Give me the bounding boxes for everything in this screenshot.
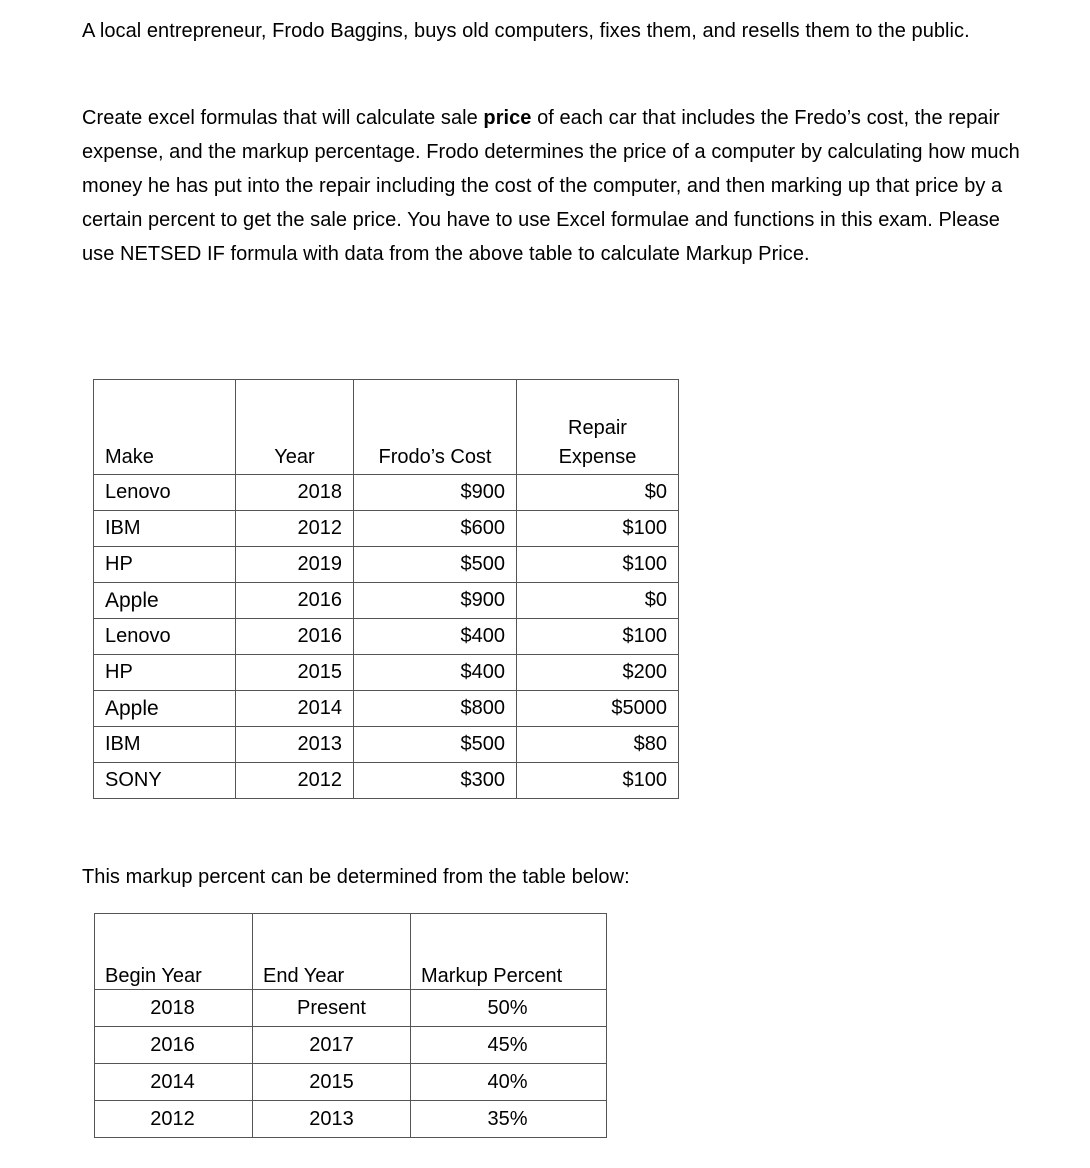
cell-repair: $100: [517, 547, 679, 583]
cell-year: 2014: [236, 691, 354, 727]
cell-year: 2012: [236, 763, 354, 799]
cell-year: 2012: [236, 511, 354, 547]
cell-end-year: 2017: [253, 1027, 411, 1064]
intro-paragraph: A local entrepreneur, Frodo Baggins, buys old computers, fixes them, and resells them to the public.: [82, 20, 970, 42]
cell-cost: $300: [354, 763, 517, 799]
cell-cost: $400: [354, 619, 517, 655]
table-row: [94, 691, 679, 727]
cell-make: HP: [94, 547, 236, 583]
cell-make: IBM: [94, 727, 236, 763]
cell-begin-year: 2012: [95, 1101, 253, 1138]
header-repair-line2: Expense: [558, 446, 637, 468]
cell-year: 2019: [236, 547, 354, 583]
cell-begin-year: 2018: [95, 990, 253, 1027]
cell-markup-percent: 45%: [411, 1027, 607, 1064]
cell-year: 2016: [236, 619, 354, 655]
cell-make: IBM: [94, 511, 236, 547]
header-repair-line1: Repair: [568, 417, 627, 439]
cell-markup-percent: 40%: [411, 1064, 607, 1101]
instructions-text-end: of each car that includes the Fredo’s cost, the repair expense, and the markup percentage. Frodo determines the price of a computer by calculating how much money he has put into the repair including the cost of the computer, and then marking up that price by a certain percent to get the sale price. You have to use Excel formulae and functions in this exam. Please use NETSED IF formula with data from the above table to calculate Markup Price.: [82, 107, 1020, 265]
computers-table-header-row: [94, 380, 679, 475]
table-row: [94, 619, 679, 655]
table-row: [94, 475, 679, 511]
cell-begin-year: 2016: [95, 1027, 253, 1064]
cell-make: Lenovo: [94, 619, 236, 655]
cell-repair: $5000: [517, 691, 679, 727]
cell-year: 2015: [236, 655, 354, 691]
table-row: [95, 1101, 607, 1138]
header-make: Make: [94, 380, 236, 475]
cell-end-year: 2015: [253, 1064, 411, 1101]
cell-end-year: Present: [253, 990, 411, 1027]
cell-year: 2013: [236, 727, 354, 763]
cell-repair: $100: [517, 511, 679, 547]
cell-begin-year: 2014: [95, 1064, 253, 1101]
table-row: [95, 1027, 607, 1064]
table-row: [94, 583, 679, 619]
markup-intro-text: This markup percent can be determined from the table below:: [82, 866, 630, 888]
header-year: Year: [236, 380, 354, 475]
header-begin-year: Begin Year: [95, 914, 253, 990]
header-markup-percent: Markup Percent: [411, 914, 607, 990]
cell-markup-percent: 35%: [411, 1101, 607, 1138]
cell-markup-percent: 50%: [411, 990, 607, 1027]
markup-table-header-row: [95, 914, 607, 990]
header-repair-expense: [517, 380, 679, 475]
instructions-bold-price: price: [483, 107, 532, 129]
cell-make: Lenovo: [94, 475, 236, 511]
cell-repair: $100: [517, 619, 679, 655]
instructions-paragraph: [82, 101, 1032, 271]
header-end-year: End Year: [253, 914, 411, 990]
table-row: [94, 655, 679, 691]
table-row: [94, 763, 679, 799]
cell-cost: $500: [354, 727, 517, 763]
cell-cost: $500: [354, 547, 517, 583]
cell-repair: $80: [517, 727, 679, 763]
computers-table: [93, 379, 679, 799]
cell-repair: $0: [517, 583, 679, 619]
instructions-text-start: Create excel formulas that will calculate sale: [82, 107, 484, 129]
cell-make: Apple: [94, 583, 236, 619]
table-row: [94, 727, 679, 763]
table-row: [95, 990, 607, 1027]
cell-cost: $800: [354, 691, 517, 727]
cell-make: HP: [94, 655, 236, 691]
cell-repair: $100: [517, 763, 679, 799]
markup-table: [94, 913, 607, 1138]
table-row: [94, 547, 679, 583]
cell-repair: $200: [517, 655, 679, 691]
header-frodos-cost: Frodo’s Cost: [354, 380, 517, 475]
cell-make: Apple: [94, 691, 236, 727]
table-row: [95, 1064, 607, 1101]
cell-cost: $900: [354, 583, 517, 619]
cell-cost: $900: [354, 475, 517, 511]
cell-repair: $0: [517, 475, 679, 511]
cell-cost: $400: [354, 655, 517, 691]
cell-year: 2016: [236, 583, 354, 619]
cell-make: SONY: [94, 763, 236, 799]
cell-year: 2018: [236, 475, 354, 511]
cell-end-year: 2013: [253, 1101, 411, 1138]
cell-cost: $600: [354, 511, 517, 547]
table-row: [94, 511, 679, 547]
